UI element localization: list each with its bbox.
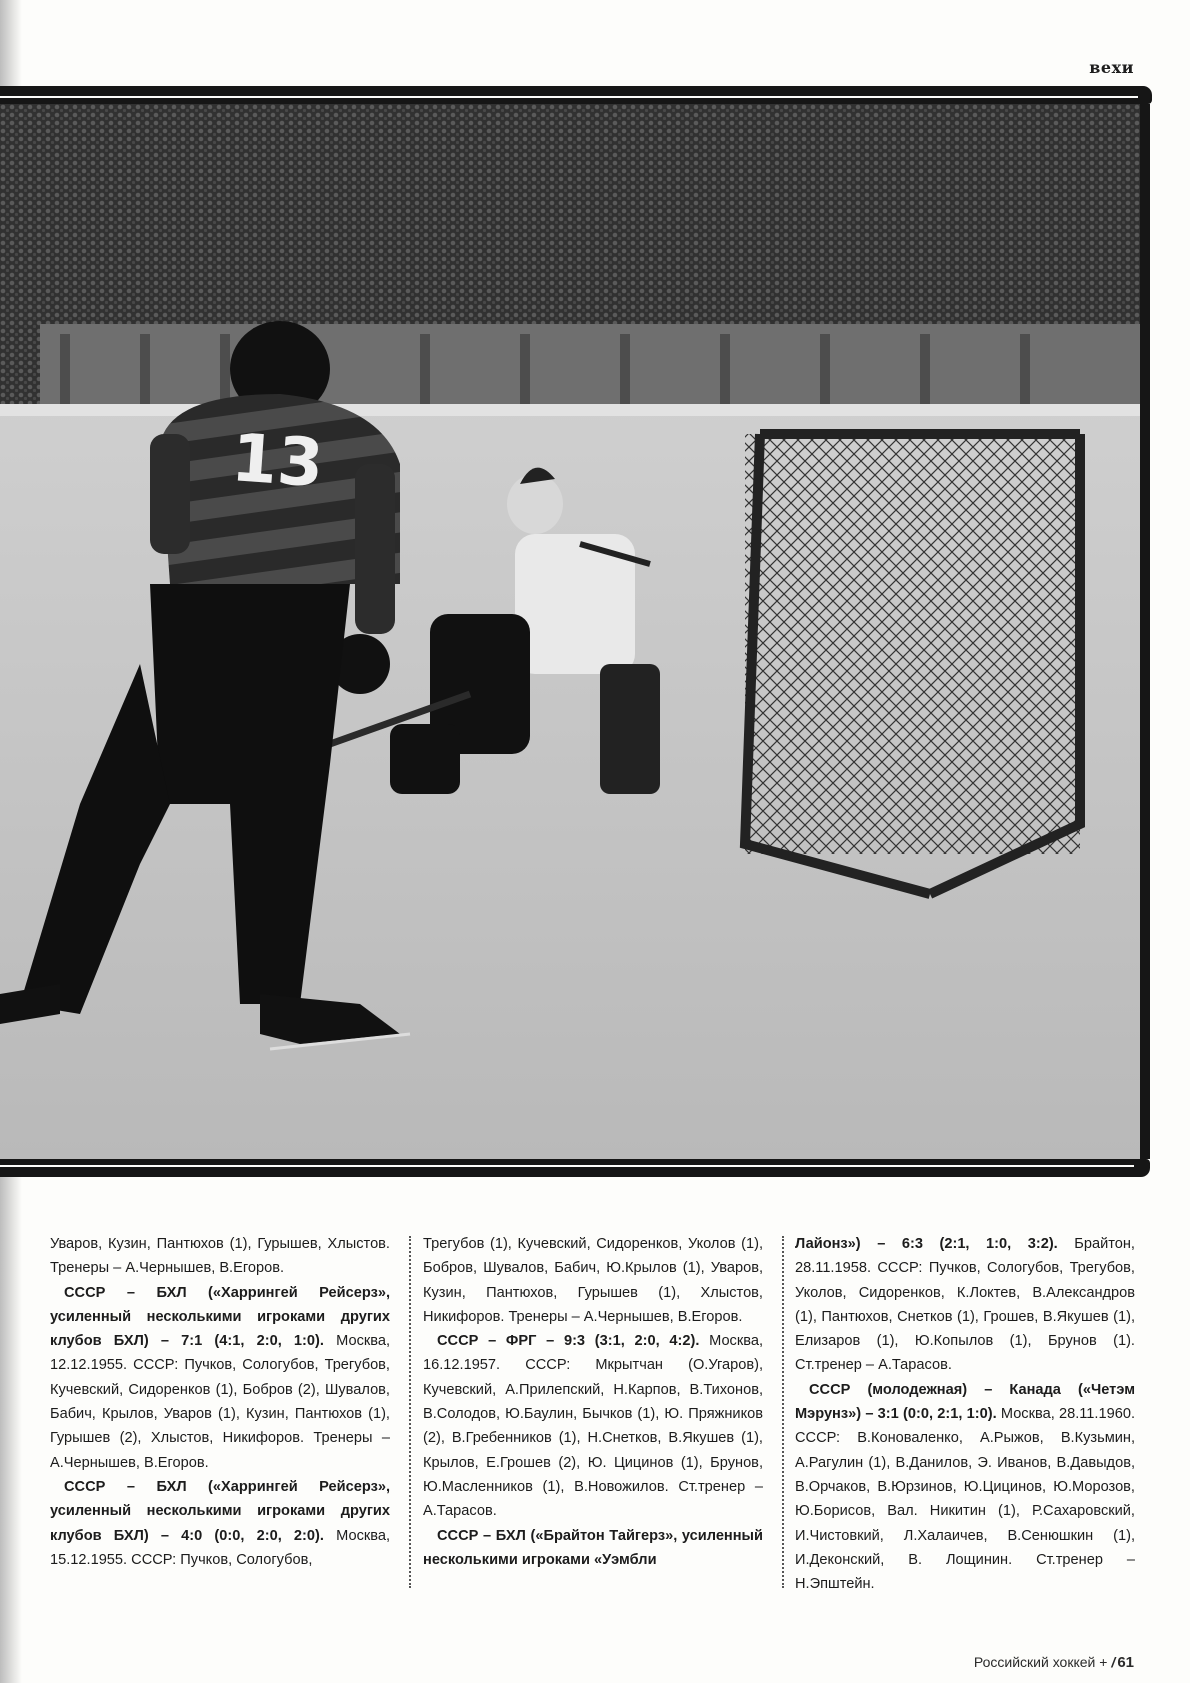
paragraph: СССР – ФРГ – 9:3 (3:1, 2:0, 4:2). Москва, 16.12.1957. СССР: Мкрытчан (О.Угаров), Кучевский, А.Прилепский, Н.Карпов, В.Тихонов, В.Солодов, Ю.Баулин, Бычков (1), Ю. Пряжников (2), В.Гребенников (1), Н.Снетков, В.Якушев (1), Крылов, Е.Грошев (2), Ю. Цицинов (1), Брунов, Ю.Масленников (1), В.Новожилов. Ст.тренер – А.Тарасов.: [423, 1333, 763, 1520]
page-number: 61: [1117, 1654, 1134, 1671]
text-column-1: [50, 1232, 390, 1572]
footer-slash: /: [1111, 1654, 1116, 1670]
paragraph: СССР (молодежная) – Канада («Четэм Мэрунз») – 3:1 (0:0, 2:1, 1:0). Москва, 28.11.1960. СССР: В.Коноваленко, А.Рыжов, В.Кузьмин, А.Рагулин (1), В.Данилов, Э. Иванов, В.Давыдов, В.Орчаков, В.Юрзинов, Ю.Цицинов, Ю.Морозов, Ю.Борисов, Вал. Никитин (1), Р.Сахаровский, И.Чистовкий, Л.Халаичев, В.Сенюшкин (1), И.Деконский, В. Лощинин. Ст.тренер – Н.Эпштейн.: [795, 1381, 1135, 1593]
column-divider: [409, 1236, 411, 1588]
photo-frame-top: [0, 86, 1152, 104]
paragraph: СССР – БХЛ («Брайтон Тайгерз», усиленный несколькими игроками «Уэмбли: [423, 1527, 763, 1568]
magazine-name: Российский хоккей +: [973, 1654, 1108, 1670]
paragraph: СССР – БХЛ («Харрингей Рейсерз», усиленный несколькими игроками других клубов БХЛ) – 4:0 (0:0, 2:0, 2:0). Москва, 15.12.1955. СССР: Пучков, Сологубов,: [50, 1478, 391, 1568]
column-divider: [782, 1236, 784, 1588]
page-footer: [974, 1654, 1134, 1671]
paragraph: Лайонз») – 6:3 (2:1, 1:0, 3:2). Брайтон, 28.11.1958. СССР: Пучков, Сологубов, Трегубов, Уколов, Сидоренков, К.Локтев, В.Александров (1), Пантюхов, Снетков (1), Грошев, В.Якушев (1), Елизаров (1), Ю.Копылов (1), Брунов (1). Ст.тренер – А.Тарасов.: [795, 1236, 1135, 1374]
paragraph: Уваров, Кузин, Пантюхов (1), Гурышев, Хлыстов. Тренеры – А.Чернышев, В.Егоров.: [50, 1236, 390, 1277]
text-column-2: [423, 1232, 763, 1572]
article-body: [50, 1232, 1140, 1592]
hockey-photo: [0, 104, 1150, 1159]
section-label: вехи: [1089, 58, 1134, 77]
text-column-3: [795, 1232, 1135, 1596]
jersey-number: 13: [228, 419, 327, 503]
paragraph: СССР – БХЛ («Харрингей Рейсерз», усиленный несколькими игроками других клубов БХЛ) – 7:1 (4:1, 2:0, 1:0). Москва, 12.12.1955. СССР: Пучков, Сологубов, Трегубов, Кучевский, Сидоренков (1), Бобров (2), Шувалов, Бабич, Крылов, Уваров (1), Кузин, Пантюхов (1), Гурышев (2), Хлыстов, Никифоров. Тренеры – А.Чернышев, В.Егоров.: [50, 1284, 391, 1471]
photo-frame-bottom: [0, 1159, 1150, 1177]
paragraph: Трегубов (1), Кучевский, Сидоренков, Уколов (1), Бобров, Шувалов, Бабич, Ю.Крылов (1), Уваров, Кузин, Пантюхов, Гурышев (1), Хлыстов, Никифоров. Тренеры – А.Чернышев, В.Егоров.: [423, 1236, 763, 1325]
